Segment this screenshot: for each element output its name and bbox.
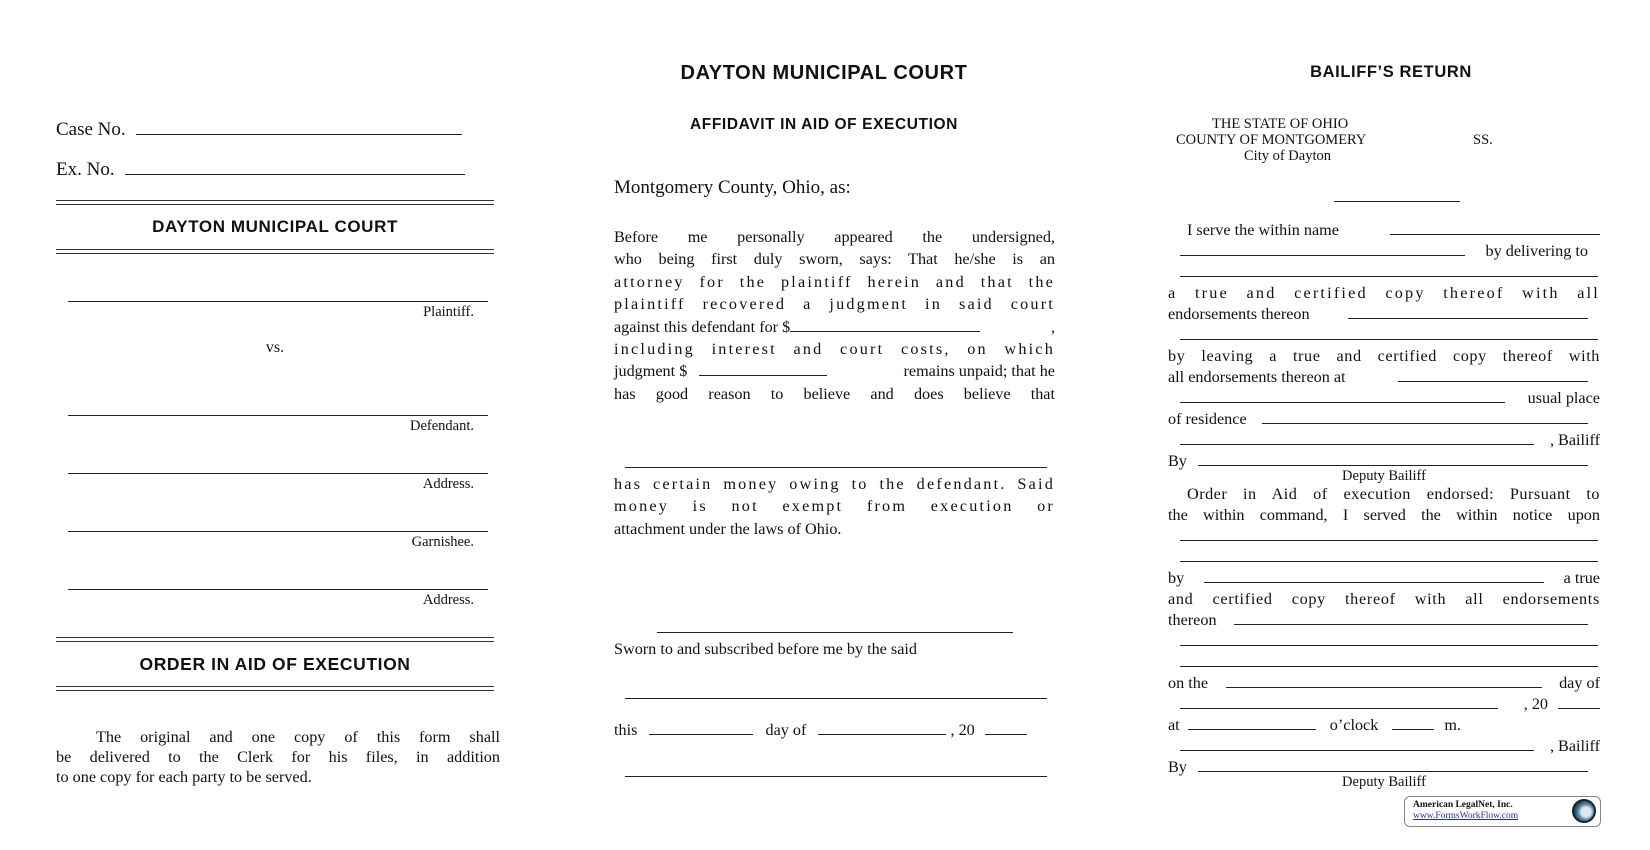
endorsements-label: endorsements thereon <box>1168 305 1310 323</box>
instructions-text <box>56 727 500 787</box>
by-label-3: By <box>1168 758 1187 776</box>
blank-field[interactable] <box>1180 631 1598 646</box>
body-line: money is not exempt from execution or <box>614 497 1055 516</box>
residence-address-field[interactable] <box>1398 367 1588 382</box>
bailiff-name-field-1[interactable] <box>1180 430 1534 445</box>
order-title: ORDER IN AID OF EXECUTION <box>139 654 411 674</box>
divider-double <box>56 249 494 254</box>
left-court-title: DAYTON MUNICIPAL COURT <box>152 217 398 236</box>
bailiff-label-2: , Bailiff <box>1549 737 1600 755</box>
by-row-3 <box>1168 757 1600 774</box>
by-label-2: by <box>1168 569 1185 587</box>
body-line: a true and certified copy thereof with all <box>1168 284 1600 302</box>
ex-no-label: Ex. No. <box>56 159 115 180</box>
notice-upon-field-2[interactable] <box>1180 547 1598 562</box>
affidavit-title: AFFIDAVIT IN AID OF EXECUTION <box>690 116 958 133</box>
ex-no-field[interactable] <box>125 160 465 175</box>
served-party-field[interactable] <box>1180 241 1465 256</box>
month-field[interactable] <box>818 720 946 735</box>
case-no-label: Case No. <box>56 119 126 140</box>
body-line: by leaving a true and certified copy thereof with <box>1168 347 1600 365</box>
garnishee-label: Garnishee. <box>411 534 474 550</box>
case-no-row <box>56 119 462 141</box>
day-of-label: day of <box>765 721 807 739</box>
plaintiff-field[interactable] <box>68 301 488 302</box>
bailiff-row-2 <box>1168 736 1600 757</box>
service-month-field[interactable] <box>1180 694 1498 709</box>
delivered-to-field[interactable] <box>1180 262 1598 277</box>
footer-logo[interactable] <box>1404 796 1601 827</box>
bailiff-name-field-2[interactable] <box>1180 736 1534 751</box>
address-label-2: Address. <box>422 592 474 608</box>
serve-row <box>1168 220 1600 241</box>
thereon-field[interactable] <box>1234 610 1588 625</box>
endorsements-row <box>1168 304 1600 325</box>
of-residence-label: of residence <box>1168 410 1247 428</box>
against-label: against this defendant for $ <box>614 317 791 336</box>
city-label: City of Dayton <box>1244 148 1331 165</box>
body-line: including interest and court costs, on which <box>614 340 1055 359</box>
year-field[interactable] <box>985 720 1027 735</box>
judgment-amount-row <box>614 316 1055 338</box>
endorsements-field[interactable] <box>1348 304 1588 319</box>
day-field[interactable] <box>649 720 753 735</box>
bailiff-row-1 <box>1168 430 1600 451</box>
by-label-1: By <box>1168 452 1187 470</box>
judgment-label: judgment $ <box>614 362 688 381</box>
address-field-2[interactable] <box>68 589 488 590</box>
by-row-1 <box>1168 451 1600 468</box>
owing-text <box>614 473 1055 540</box>
body-line: attachment under the laws of Ohio. <box>614 519 842 538</box>
a-true-label: a true <box>1563 569 1600 587</box>
usual-place-row <box>1168 388 1600 409</box>
at-label: at <box>1168 716 1180 734</box>
divider-double <box>56 686 494 691</box>
defendant-field[interactable] <box>68 415 488 416</box>
body-line: plaintiff recovered a judgment in said court <box>614 295 1055 314</box>
thereon-label: thereon <box>1168 611 1217 629</box>
venue-text: Montgomery County, Ohio, as: <box>614 177 851 198</box>
served-name-field[interactable] <box>1390 220 1600 235</box>
body-line: Before me personally appeared the undersigned, <box>614 228 1055 246</box>
residence-field[interactable] <box>1262 409 1588 424</box>
usual-place-field[interactable] <box>1180 388 1505 403</box>
body-line: Order in Aid of execution endorsed: Pursuant to <box>1187 485 1600 503</box>
blank-row <box>1168 325 1600 346</box>
court-title: DAYTON MUNICIPAL COURT <box>680 62 968 84</box>
service-hour-field[interactable] <box>1188 715 1316 730</box>
service-year-field[interactable] <box>1558 694 1600 709</box>
blank-field[interactable] <box>1180 325 1598 340</box>
deputy-bailiff-field-1[interactable] <box>1198 451 1588 466</box>
garnishee-name-field[interactable] <box>625 467 1047 468</box>
notice-upon-row-2 <box>1168 547 1600 568</box>
vs-label: vs. <box>265 339 285 356</box>
deputy-bailiff-label-2: Deputy Bailiff <box>1342 774 1426 790</box>
by-delivering-label: by delivering to <box>1485 242 1588 260</box>
usual-place-label: usual place <box>1527 389 1600 407</box>
address-label-1: Address. <box>422 476 474 492</box>
notary-signature-field[interactable] <box>625 776 1047 777</box>
service-method-field[interactable] <box>1204 568 1544 583</box>
instructions-line: The original and one copy of this form shall <box>96 728 500 746</box>
notice-upon-field-1[interactable] <box>1180 526 1598 541</box>
body-line: who being first duly sworn, says: That he/she is an <box>614 250 1055 269</box>
garnishee-field[interactable] <box>68 531 488 532</box>
blank-row <box>1168 631 1600 652</box>
affiant-signature-field[interactable] <box>657 632 1013 633</box>
year-label: , 20 <box>950 721 975 739</box>
website-link[interactable]: www.FormsWorkFlow.com <box>1413 811 1519 821</box>
on-the-row <box>1168 673 1600 694</box>
endorsements-at-row <box>1168 367 1600 388</box>
divider-double <box>56 637 494 642</box>
this-label: this <box>614 721 638 739</box>
jurisdiction-block <box>1176 116 1366 165</box>
thereon-row <box>1168 610 1600 631</box>
oclock-label: o’clock <box>1329 716 1379 734</box>
globe-logo-icon <box>1572 799 1596 823</box>
date-row <box>614 719 1027 741</box>
ex-no-row <box>56 159 465 181</box>
instructions-line: to one copy for each party to be served. <box>56 768 312 786</box>
comma: , <box>1050 317 1055 336</box>
blank-field[interactable] <box>1180 652 1598 667</box>
remains-unpaid-label: remains unpaid; that he <box>903 362 1055 381</box>
on-the-label: on the <box>1168 674 1209 692</box>
day-of-label: day of <box>1559 674 1600 692</box>
residence-row <box>1168 409 1600 430</box>
year-label: , 20 <box>1523 695 1548 713</box>
service-day-field[interactable] <box>1226 673 1542 688</box>
year-row <box>1168 694 1600 715</box>
sworn-text: Sworn to and subscribed before me by the said <box>614 640 917 658</box>
m-label: m. <box>1444 716 1462 734</box>
delivered-to-row <box>1168 262 1600 283</box>
case-no-field[interactable] <box>136 120 462 135</box>
body-line: has good reason to believe and does believe that <box>614 384 1055 403</box>
serve-label: I serve the within name <box>1187 221 1339 239</box>
bailiff-return-body <box>1168 220 1600 790</box>
return-date-field[interactable] <box>1334 201 1460 202</box>
instructions-line: be delivered to the Clerk for his files, in addition <box>56 748 500 766</box>
bailiff-label-1: , Bailiff <box>1549 431 1600 449</box>
am-pm-field[interactable] <box>1392 715 1434 730</box>
all-endorsements-label: all endorsements thereon at <box>1168 368 1346 386</box>
address-field-1[interactable] <box>68 473 488 474</box>
by-row-2 <box>1168 568 1600 589</box>
affidavit-body <box>614 226 1055 405</box>
body-line: and certified copy thereof with all endorsements <box>1168 590 1600 608</box>
unpaid-amount-row <box>614 360 1055 382</box>
deputy-bailiff-field-2[interactable] <box>1198 757 1588 772</box>
judgment-amount-field[interactable] <box>790 317 980 332</box>
affiant-name-field[interactable] <box>625 698 1047 699</box>
body-line: attorney for the plaintiff herein and that the <box>614 272 1055 291</box>
deputy-bailiff-label-1: Deputy Bailiff <box>1342 468 1426 484</box>
defendant-label: Defendant. <box>409 418 474 434</box>
body-line: has certain money owing to the defendant. Said <box>614 475 1055 493</box>
plaintiff-label: Plaintiff. <box>423 304 474 320</box>
company-name: American LegalNet, Inc. <box>1413 800 1513 810</box>
bailiffs-return-title: BAILIFF’S RETURN <box>1310 63 1472 81</box>
time-row <box>1168 715 1600 736</box>
body-line: the within command, I served the within notice upon <box>1168 506 1600 524</box>
notice-upon-row-1 <box>1168 526 1600 547</box>
divider-double <box>56 200 494 205</box>
ss-label: SS. <box>1473 132 1493 148</box>
unpaid-amount-field[interactable] <box>699 361 827 376</box>
blank-row <box>1168 652 1600 673</box>
state-label: THE STATE OF OHIO <box>1212 116 1349 132</box>
delivering-row <box>1168 241 1600 262</box>
county-label: COUNTY OF MONTGOMERY <box>1176 132 1367 149</box>
